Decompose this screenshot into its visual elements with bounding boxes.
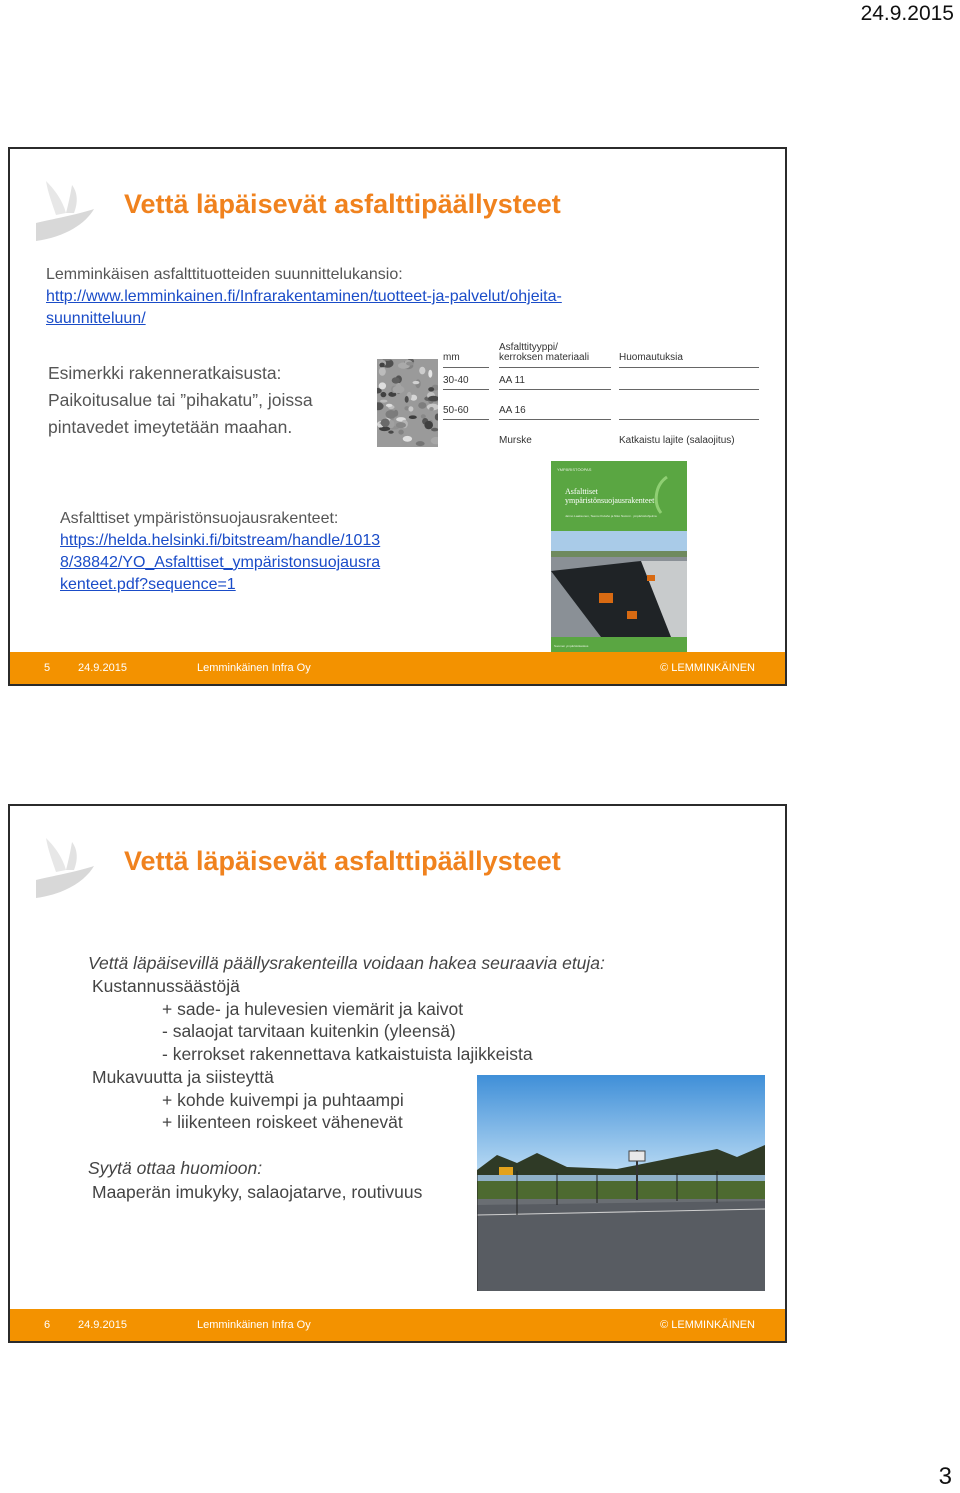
reference-label: Asfalttiset ympäristönsuojausrakenteet: xyxy=(60,510,339,527)
slide-footer xyxy=(10,652,785,684)
benefits-heading: Vettä läpäisevillä päällysrakenteilla voidaan hakea seuraavia etuja: xyxy=(88,953,605,973)
reference-block xyxy=(60,508,430,596)
report-pdf-link[interactable]: https://helda.helsinki.fi/bitstream/handle/1013 8/38842/YO_Asfalttiset_ympäristonsuojausra kenteet.pdf?sequence=1 xyxy=(60,532,381,593)
example-text: Esimerkki rakenneratkaisusta: Paikoitusalue tai ”pihakatu”, joissa pintavedet imeytetään maahan. xyxy=(48,363,313,437)
footer-copyright: © LEMMINKÄINEN xyxy=(660,662,755,674)
gravel-stone xyxy=(394,410,399,417)
slide-footer xyxy=(10,1309,785,1341)
gravel-stone xyxy=(428,370,432,378)
gravel-stone xyxy=(388,431,393,434)
gravel-stone xyxy=(424,421,433,429)
lemminkainen-logo-icon xyxy=(32,836,96,904)
gravel-stone xyxy=(416,441,425,446)
lemminkainen-logo-icon xyxy=(32,179,96,247)
intro-label: Lemminkäisen asfalttituotteiden suunnittelukansio: xyxy=(46,266,403,283)
footer-company: Lemminkäinen Infra Oy xyxy=(197,662,311,674)
gravel-stone xyxy=(421,414,426,418)
gravel-stone xyxy=(379,382,386,389)
list-item: Kustannussäästöjä xyxy=(92,976,240,996)
gravel-stone xyxy=(419,367,425,375)
col-header-notes: Huomautuksia xyxy=(619,352,683,363)
slide-title: Vettä läpäisevät asfalttipäällysteet xyxy=(124,846,561,876)
basketball-court-photo xyxy=(477,1075,765,1291)
gravel-stone xyxy=(429,407,434,411)
gravel-stone xyxy=(381,392,387,397)
footer-copyright: © LEMMINKÄINEN xyxy=(660,1319,755,1331)
intro-block xyxy=(46,264,562,330)
gravel-stone xyxy=(405,396,409,403)
gravel-stone xyxy=(393,386,405,394)
report-cover-image: YMPÄRISTÖOPAS Asfalttiset ympäristönsuojausrakenteet Jarmo Laaksonen, Teemu Kiviaho ja Niko Nummi · ympäristöohjelma Suomen ympäristökeskus xyxy=(551,461,687,653)
footer-date: 24.9.2015 xyxy=(78,662,127,674)
gravel-stone xyxy=(380,400,387,403)
table-row: 30-40 xyxy=(443,375,469,386)
gravel-stone xyxy=(392,377,400,383)
col-header-mm: mm xyxy=(443,352,460,363)
col-header-material: Asfalttityyppi/ xyxy=(499,342,558,353)
list-item: + sade- ja hulevesien viemärit ja kaivot xyxy=(162,999,464,1019)
table-row: 50-60 xyxy=(443,405,469,416)
slide-title: Vettä läpäisevät asfalttipäällysteet xyxy=(124,189,561,219)
gravel-stone xyxy=(403,436,412,442)
slide-number: 6 xyxy=(44,1319,51,1331)
notes-heading: Syytä ottaa huomioon: xyxy=(88,1158,263,1178)
gravel-stone xyxy=(386,404,393,407)
list-item: - salaojat tarvitaan kuitenkin (yleensä) xyxy=(162,1021,456,1041)
gravel-stone xyxy=(418,402,426,409)
table-row: Murske xyxy=(499,435,532,446)
list-item: Mukavuutta ja siisteyttä xyxy=(92,1067,274,1087)
gravel-stone xyxy=(408,406,413,411)
gravel-stone xyxy=(396,422,406,428)
slide-5 xyxy=(8,147,787,686)
design-guide-link[interactable]: http://www.lemminkainen.fi/Infrarakentaminen/tuotteet-ja-palvelut/ohjeita- suunnitteluun/ xyxy=(46,288,562,327)
gravel-stone xyxy=(406,362,414,366)
page-number: 3 xyxy=(938,1463,952,1490)
list-item: - kerrokset rakennettava katkaistuista lajikkeista xyxy=(162,1044,533,1064)
gravel-stone xyxy=(428,387,434,391)
gravel-texture-image xyxy=(377,359,438,447)
gravel-stone xyxy=(381,418,390,427)
footer-company: Lemminkäinen Infra Oy xyxy=(197,1319,311,1331)
gravel-stone xyxy=(413,381,420,384)
slide-number: 5 xyxy=(44,662,51,674)
layer-structure-table: mm Asfalttityyppi/ kerroksen materiaali Huomautuksia 30-40 AA 11 50-60 AA 16 Murske Katkaistu lajite (salaojitus) xyxy=(443,342,761,447)
gravel-stone xyxy=(379,367,386,376)
list-item: Maaperän imukyky, salaojatarve, routivuus xyxy=(92,1182,423,1202)
footer-date: 24.9.2015 xyxy=(78,1319,127,1331)
paving-site-photo xyxy=(551,531,687,637)
header-date: 24.9.2015 xyxy=(860,2,954,25)
gravel-stone xyxy=(431,428,438,432)
gravel-stone xyxy=(398,430,403,435)
gravel-stone xyxy=(379,363,384,368)
list-item: + liikenteen roiskeet vähenevät xyxy=(162,1112,403,1132)
gravel-stone xyxy=(409,415,417,419)
list-item: + kohde kuivempi ja puhtaampi xyxy=(162,1090,404,1110)
